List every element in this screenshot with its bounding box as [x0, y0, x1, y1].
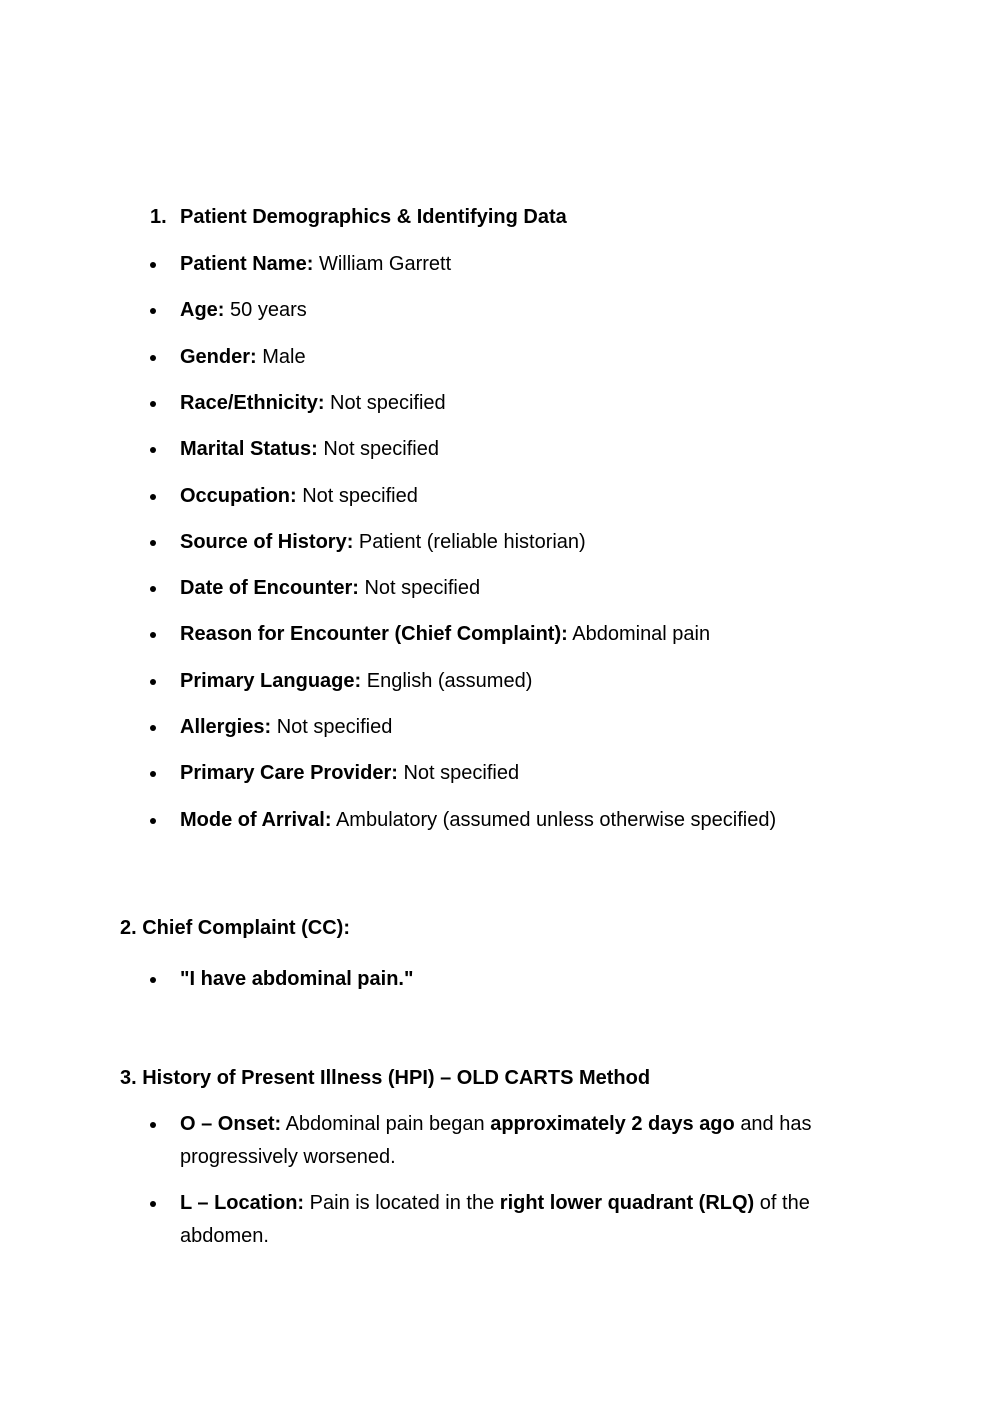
chief-complaint-quote — [180, 963, 413, 996]
bullet-marker — [150, 494, 156, 500]
demographics-item-value: Not specified — [364, 577, 481, 599]
demographics-item-value: Not specified — [403, 762, 520, 784]
hpi-location-emphasis: right lower quadrant (RLQ) — [499, 1192, 755, 1214]
demographics-item — [180, 341, 306, 374]
bullet-marker — [150, 355, 156, 361]
demographics-item — [180, 757, 519, 790]
hpi-onset — [180, 1108, 860, 1174]
demographics-item — [180, 711, 392, 744]
bullet-marker — [150, 679, 156, 685]
demographics-item-label: Occupation: — [180, 485, 297, 507]
bullet-marker — [150, 447, 156, 453]
demographics-item-label: Primary Care Provider: — [180, 762, 398, 784]
demographics-item-label: Marital Status: — [180, 438, 318, 460]
demographics-item-value: Male — [262, 346, 306, 368]
demographics-item-label: Reason for Encounter (Chief Complaint): — [180, 623, 568, 645]
demographics-item-value: Not specified — [323, 438, 439, 460]
hpi-location-text-2: of the abdomen. — [180, 1192, 810, 1247]
demographics-item-label: Mode of Arrival: — [180, 809, 332, 831]
demographics-item — [180, 665, 532, 698]
section-3-heading: 3. History of Present Illness (HPI) – OLD CARTS Method — [120, 1067, 651, 1089]
hpi-onset-text-1: Abdominal pain began — [285, 1113, 485, 1135]
bullet-marker — [150, 977, 156, 983]
demographics-item — [180, 618, 710, 651]
demographics-item-value: Patient (reliable historian) — [358, 531, 586, 553]
demographics-item-label: Patient Name: — [180, 253, 314, 275]
section-1-heading — [150, 201, 567, 234]
demographics-item-label: Gender: — [180, 346, 257, 368]
demographics-item-value: English (assumed) — [366, 670, 533, 692]
demographics-item — [180, 387, 446, 420]
hpi-location-text-1: Pain is located in the — [309, 1192, 495, 1214]
demographics-item-value: Not specified — [302, 485, 418, 507]
demographics-item-value: Not specified — [276, 716, 393, 738]
demographics-item-value: 50 years — [230, 299, 307, 321]
demographics-item-label: Allergies: — [180, 716, 272, 738]
section-1-number: 1. — [150, 206, 167, 228]
hpi-location-label: L – Location: — [180, 1192, 305, 1214]
bullet-marker — [150, 632, 156, 638]
hpi-onset-emphasis: approximately 2 days ago — [490, 1113, 735, 1135]
bullet-marker — [150, 818, 156, 824]
demographics-item — [180, 804, 776, 837]
bullet-marker — [150, 1122, 156, 1128]
hpi-location — [180, 1187, 860, 1253]
section-2-heading: 2. Chief Complaint (CC): — [120, 917, 350, 939]
demographics-item-label: Age: — [180, 299, 225, 321]
bullet-marker — [150, 1201, 156, 1207]
bullet-marker — [150, 262, 156, 268]
demographics-item-value: Ambulatory (assumed unless otherwise specified) — [335, 809, 777, 831]
demographics-item — [180, 294, 307, 327]
bullet-marker — [150, 725, 156, 731]
demographics-item-value: Abdominal pain — [572, 623, 711, 645]
demographics-item-label: Date of Encounter: — [180, 577, 359, 599]
demographics-item — [180, 480, 418, 513]
demographics-item-label: Race/Ethnicity: — [180, 392, 325, 414]
bullet-marker — [150, 308, 156, 314]
bullet-marker — [150, 401, 156, 407]
demographics-item-value: William Garrett — [318, 253, 452, 275]
bullet-marker — [150, 586, 156, 592]
demographics-item — [180, 433, 439, 466]
demographics-item-label: Primary Language: — [180, 670, 362, 692]
demographics-item-label: Source of History: — [180, 531, 354, 553]
demographics-item-value: Not specified — [330, 392, 446, 414]
chief-complaint-text: "I have abdominal pain." — [180, 968, 414, 990]
demographics-item — [180, 248, 451, 281]
demographics-item — [180, 526, 586, 559]
bullet-marker — [150, 771, 156, 777]
hpi-onset-text-2: and has progressively worsened. — [180, 1113, 812, 1168]
demographics-item — [180, 572, 480, 605]
hpi-onset-label: O – Onset: — [180, 1113, 282, 1135]
section-1-title: Patient Demographics & Identifying Data — [180, 206, 567, 228]
bullet-marker — [150, 540, 156, 546]
